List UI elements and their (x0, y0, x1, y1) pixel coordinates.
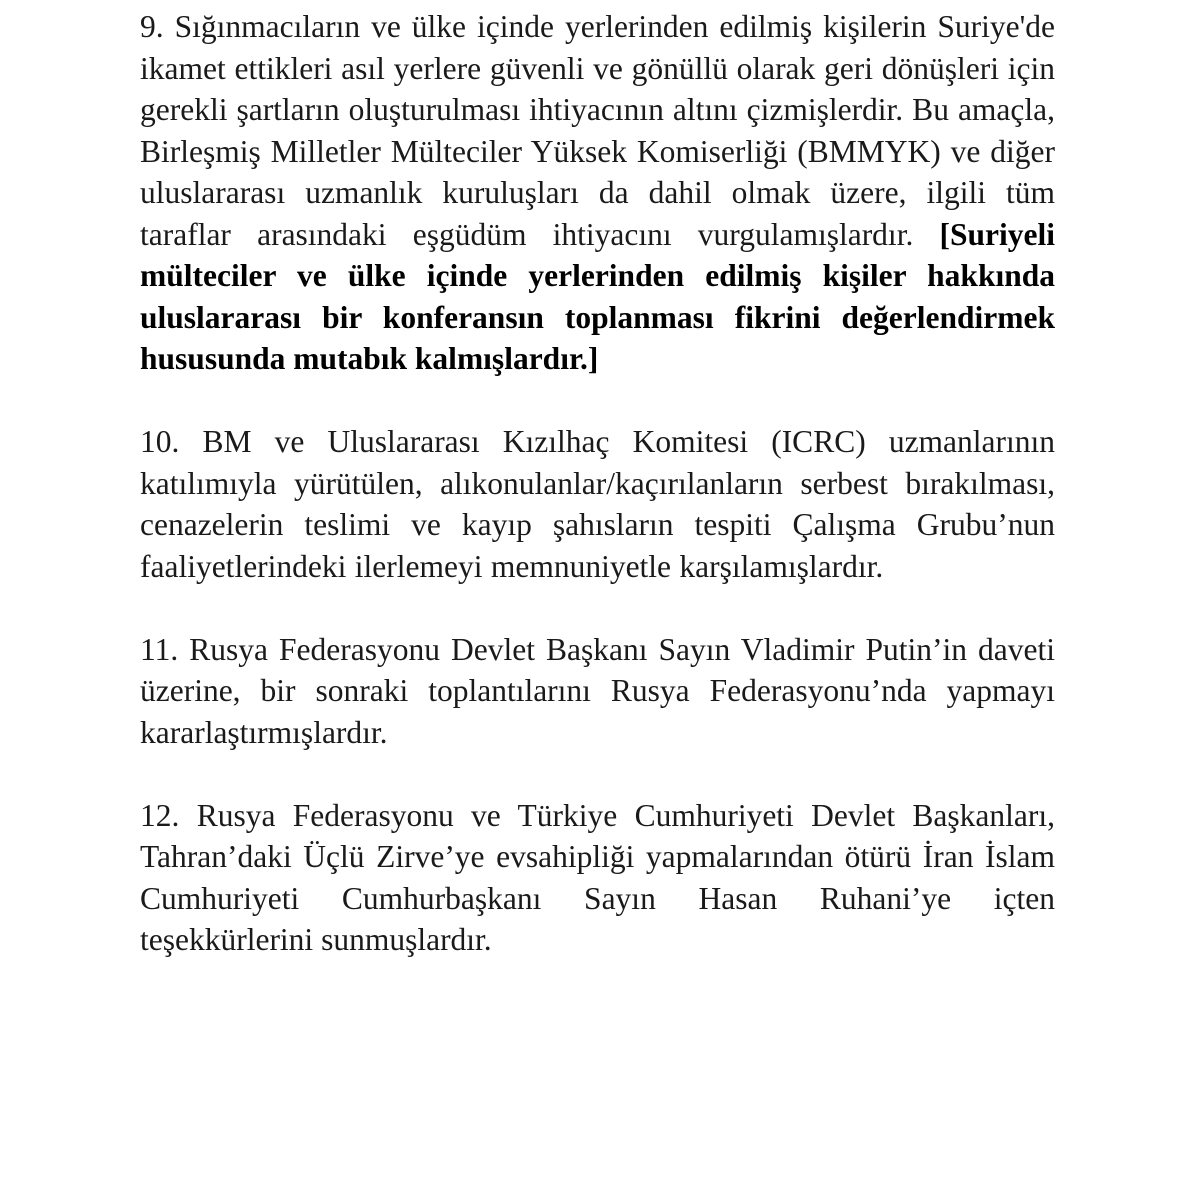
paragraph-text: Rusya Federasyonu ve Türkiye Cumhuriyeti Devlet Başkanları, Tahran’daki Üçlü Zirve’ye evsahipliği yapmalarından ötürü İran İslam Cumhuriyeti Cumhurbaşkanı Sayın Hasan Ruhani’ye içten teşekkürlerini sunmuşlardır. (140, 797, 1056, 957)
document-body (140, 6, 1055, 1002)
paragraph-number: 10. (140, 424, 180, 459)
paragraph-9 (140, 6, 1055, 380)
paragraph-number: 11. (140, 631, 179, 667)
paragraph-12 (140, 795, 1055, 961)
paragraph-text: BM ve Uluslararası Kızılhaç Komitesi (ICRC) uzmanlarının katılımıyla yürütülen, alıkonulanlar/kaçırılanların serbest bırakılması, cenazelerin teslimi ve kayıp şahısların tespiti Çalışma Grubu’nun faaliyetlerindeki ilerlemeyi memnuniyetle karşılamışlardır. (140, 424, 1056, 584)
paragraph-10 (140, 421, 1055, 587)
paragraph-number: 12. (140, 797, 180, 833)
paragraph-11 (140, 629, 1055, 754)
paragraph-number: 9. (140, 9, 164, 44)
paragraph-bold-text: [Suriyeli mülteciler ve ülke içinde yerlerinden edilmiş kişiler hakkında uluslararası bir konferansın toplanması fikrini değerlendirmek hususunda mutabık kalmışlardır.] (140, 216, 1056, 376)
paragraph-text: Rusya Federasyonu Devlet Başkanı Sayın Vladimir Putin’in daveti üzerine, bir sonraki toplantılarını Rusya Federasyonu’nda yapmayı kararlaştırmışlardır. (140, 631, 1056, 750)
paragraph-text: Sığınmacıların ve ülke içinde yerlerinden edilmiş kişilerin Suriye'de ikamet ettikleri asıl yerlere güvenli ve gönüllü olarak geri dönüşleri için gerekli şartların oluşturulması ihtiyacının altını çizmişlerdir. Bu amaçla, Birleşmiş Milletler Mülteciler Yüksek Komiserliği (BMMYK) ve diğer uluslararası uzmanlık kuruluşları da dahil olmak üzere, ilgili tüm taraflar arasındaki eşgüdüm ihtiyacını vurgulamışlardır. (140, 9, 1056, 252)
